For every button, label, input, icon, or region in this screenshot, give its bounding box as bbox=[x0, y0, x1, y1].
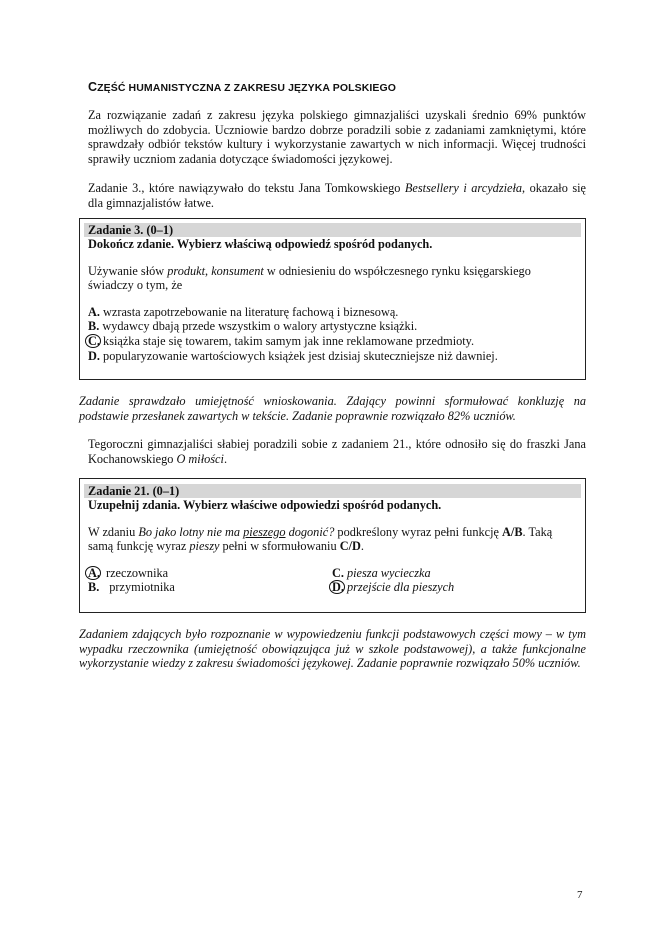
answer-circle-icon bbox=[329, 580, 345, 594]
task21-stem-end: . bbox=[360, 539, 364, 554]
task3-stem bbox=[84, 252, 581, 293]
task21-intro-text: Tegoroczni gimnazjaliści słabiej poradzili sobie z zadaniem 21., które odnosiło się do fraszki Jana Kochanowskiego bbox=[88, 437, 586, 466]
task3-instruction: Dokończ zdanie. Wybierz właściwą odpowiedź spośród podanych. bbox=[88, 237, 433, 251]
option-letter: C. bbox=[88, 333, 100, 348]
task21-option-a bbox=[88, 566, 168, 581]
option-letter: D. bbox=[332, 579, 344, 594]
page-number: 7 bbox=[577, 889, 583, 901]
task21-option-b bbox=[88, 580, 175, 595]
option-text: przymiotnika bbox=[109, 579, 175, 594]
answer-circle-icon bbox=[85, 566, 101, 580]
task3-stem-rest: w odniesieniu do współczesnego rynku księgarskiego świadczy o tym, że bbox=[88, 263, 531, 293]
option-text: książka staje się towarem, takim samym jak inne reklamowane przedmioty. bbox=[99, 333, 475, 348]
task3-intro bbox=[88, 181, 586, 210]
task3-comment: Zadanie sprawdzało umiejętność wnioskowania. Zdający powinni sformułować konkluzję na podstawie przesłanek zawartych w tekście. Zadanie poprawnie rozwiązało 82% uczniów. bbox=[79, 394, 586, 423]
intro-paragraph: Za rozwiązanie zadań z zakresu języka polskiego gimnazjaliści uzyskali średnio 69% punktów możliwych do zdobycia. Uczniowie bardzo dobrze poradzili sobie z zadaniami zamkniętymi, które sprawdzały odbiór tekstów kultury i wykorzystanie zawartych w nich informacji. Więcej trudności sprawiły uczniom zadania dotyczące świadomości językowej. bbox=[88, 108, 586, 166]
answer-circle-icon bbox=[85, 334, 101, 348]
option-text: piesza wycieczka bbox=[346, 565, 431, 580]
task3-option-c bbox=[88, 334, 577, 349]
option-letter: A. bbox=[88, 565, 100, 580]
task21-stem-mid: podkreślony wyraz pełni funkcję bbox=[334, 524, 503, 539]
task21-stem-ab: A/B bbox=[502, 524, 523, 539]
task21-instruction: Uzupełnij zdania. Wybierz właściwe odpowiedzi spośród podanych. bbox=[88, 498, 442, 512]
task3-intro-text: Zadanie 3., które nawiązywało do tekstu Jana Tomkowskiego bbox=[88, 181, 405, 195]
task3-stem-sep: , bbox=[205, 263, 212, 278]
task3-options bbox=[84, 293, 581, 363]
task21-stem-cd: C/D bbox=[339, 539, 361, 554]
task21-option-c bbox=[332, 566, 431, 581]
option-letter: D. bbox=[88, 348, 100, 363]
task21-stem-text: W zdaniu bbox=[88, 524, 139, 539]
task3-option-b bbox=[88, 319, 577, 334]
task3-intro-title: Bestsellery i arcydzieła bbox=[404, 181, 523, 195]
task21-comment: Zadaniem zdających było rozpoznanie w wypowiedzeniu funkcji podstawowych części mowy – w tym wypadku rzeczownika (umiejętność obowiązująca już w szkole podstawowej), a także funkcjonalne wykorzystanie wiedzy z zakresu świadomości językowej. Zadanie poprawnie rozwiązało 50% uczniów. bbox=[79, 627, 586, 671]
task21-stem-mid3: pełni w sformułowaniu bbox=[219, 539, 340, 554]
option-text: przejście dla pieszych bbox=[346, 579, 455, 594]
task21-options bbox=[84, 566, 581, 598]
task3-intro-end: , okazało się dla gimnazjalistów łatwe. bbox=[88, 181, 587, 210]
task21-stem-quote: Bo jako lotny nie ma bbox=[138, 524, 244, 539]
task3-stem-word-produkt: produkt bbox=[167, 263, 206, 278]
task21-intro-end: . bbox=[223, 451, 228, 466]
task21-stem-mid2: . Taką samą funkcję wyraz bbox=[88, 524, 553, 554]
option-text: popularyzowanie wartościowych książek jest dzisiaj skuteczniejsze niż dawniej. bbox=[99, 348, 498, 363]
option-text: wydawcy dbają przede wszystkim o walory artystyczne książki. bbox=[99, 319, 418, 334]
task3-option-d bbox=[88, 349, 577, 364]
option-text: wzrasta zapotrzebowanie na literaturę fachową i biznesową. bbox=[99, 304, 399, 319]
option-letter: B. bbox=[88, 579, 100, 594]
task3-stem-word-konsument: konsument bbox=[211, 263, 264, 278]
task21-option-d bbox=[332, 580, 454, 595]
option-letter: B. bbox=[88, 319, 100, 334]
option-letter: A. bbox=[88, 304, 100, 319]
task21-intro bbox=[88, 437, 586, 466]
task3-header: Zadanie 3. (0–1) bbox=[84, 223, 581, 237]
task21-header: Zadanie 21. (0–1) bbox=[84, 484, 581, 498]
option-text: rzeczownika bbox=[105, 565, 169, 580]
task21-stem-word: pieszy bbox=[189, 539, 220, 554]
task21-stem-quote-end: dogonić? bbox=[285, 524, 335, 539]
task21-box bbox=[79, 478, 586, 613]
section-heading-initial: C bbox=[88, 80, 98, 94]
option-letter: C. bbox=[332, 565, 344, 580]
task3-box bbox=[79, 218, 586, 380]
section-heading bbox=[88, 80, 396, 96]
task21-stem-underlined-word: pieszego bbox=[243, 524, 286, 539]
section-heading-rest: ZĘŚĆ HUMANISTYCZNA Z ZAKRESU JĘZYKA POLSKIEGO bbox=[97, 82, 397, 94]
task21-intro-title: O miłości bbox=[176, 451, 224, 466]
task3-stem-text: Używanie słów bbox=[88, 263, 168, 278]
task21-stem bbox=[84, 513, 581, 554]
task3-option-a bbox=[88, 305, 577, 320]
